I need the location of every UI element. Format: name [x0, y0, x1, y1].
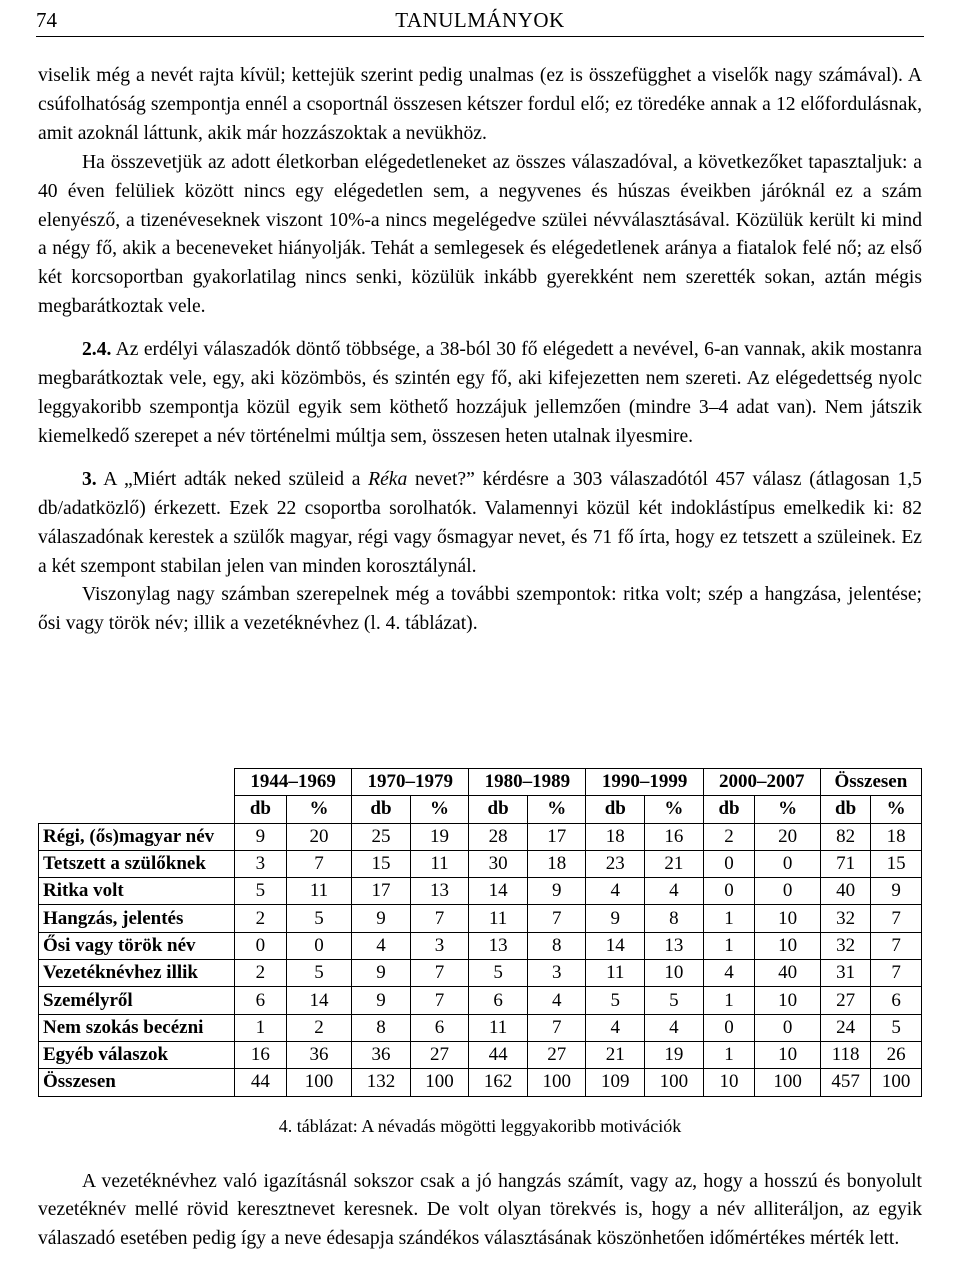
row-label: Összesen: [39, 1069, 235, 1096]
article-body: [38, 62, 922, 639]
value-cell: 21: [586, 1041, 645, 1068]
value-cell: 36: [352, 1041, 411, 1068]
value-cell: 7: [410, 960, 469, 987]
table-row: [39, 878, 922, 905]
italic-name: Réka: [368, 468, 408, 490]
row-label: Ritka volt: [39, 878, 235, 905]
paragraph-text: Az erdélyi válaszadók döntő többsége, a 38-ból 30 fő elégedett a nevével, 6-an vannak, akik mostanra megbarátkoztak vele, egy, aki közömbös, és szintén egy fő, aki kifejezetten nem szereti. Az elégedettség nyolc leggyakoribb szempontja közül egyik sem köthető hozzájuk jellemzően (mindre 3–4 adat van). Nem játszik kiemelkedő szerepet a név történelmi múltja sem, összesen heten utalnak ilyesmire.: [38, 339, 922, 447]
value-cell: 17: [527, 823, 586, 850]
value-cell: 15: [871, 850, 922, 877]
row-label: Egyéb válaszok: [39, 1041, 235, 1068]
row-label: Nem szokás becézni: [39, 1014, 235, 1041]
empty-corner-cell: [39, 796, 235, 823]
section-number: 3.: [82, 468, 97, 490]
value-cell: 7: [871, 960, 922, 987]
value-cell: 9: [586, 905, 645, 932]
value-cell: 109: [586, 1069, 645, 1096]
value-cell: 162: [469, 1069, 528, 1096]
value-cell: 3: [527, 960, 586, 987]
row-label: Tetszett a szülőknek: [39, 850, 235, 877]
table-row: [39, 850, 922, 877]
value-cell: 15: [352, 850, 411, 877]
value-cell: 25: [352, 823, 411, 850]
row-label: Vezetéknévhez illik: [39, 960, 235, 987]
subheader-cell: db: [586, 796, 645, 823]
value-cell: 7: [871, 932, 922, 959]
value-cell: 1: [235, 1014, 287, 1041]
value-cell: 9: [527, 878, 586, 905]
subheader-cell: %: [527, 796, 586, 823]
value-cell: 118: [820, 1041, 871, 1068]
subheader-row: [39, 796, 922, 823]
table-body: [39, 823, 922, 1096]
group-header: Összesen: [820, 769, 921, 796]
paragraph: Ha összevetjük az adott életkorban elégedetleneket az összes válaszadóval, a következőket tapasztaljuk: a 40 éven felüliek között nincs egy elégedetlen sem, a negyvenes és húszas éveikben járóknál ez a szám elenyésző, a tizenéveseknek viszont 10%-a nincs megelégedve szülei névválasztásával. Közülük került ki mind a négy fő, akik a beceneveket hiányolják. Tehát a semlegesek és elégedetlenek aránya a fiatalok felé nő; az első két korcsoportban gyakorlatilag nincs senki, közülük inkább gyerekként nem szerették sokan, aztán mégis megbarátkoztak vele.: [38, 151, 922, 318]
table-caption: 4. táblázat: A névadás mögötti leggyakoribb motivációk: [278, 1116, 682, 1136]
value-cell: 1: [703, 1041, 755, 1068]
value-cell: 5: [871, 1014, 922, 1041]
value-cell: 7: [286, 850, 351, 877]
table-row: [39, 960, 922, 987]
value-cell: 0: [286, 932, 351, 959]
row-label: Régi, (ős)magyar név: [39, 823, 235, 850]
value-cell: 44: [469, 1041, 528, 1068]
value-cell: 2: [235, 960, 287, 987]
running-header: [36, 6, 924, 37]
value-cell: 5: [235, 878, 287, 905]
value-cell: 13: [645, 932, 704, 959]
value-cell: 7: [410, 905, 469, 932]
value-cell: 11: [286, 878, 351, 905]
value-cell: 10: [755, 1041, 820, 1068]
motivation-table: [38, 768, 922, 1097]
value-cell: 6: [469, 987, 528, 1014]
subheader-cell: %: [410, 796, 469, 823]
value-cell: 5: [469, 960, 528, 987]
group-header: 1990–1999: [586, 769, 703, 796]
value-cell: 8: [527, 932, 586, 959]
value-cell: 18: [871, 823, 922, 850]
value-cell: 0: [703, 850, 755, 877]
value-cell: 14: [586, 932, 645, 959]
value-cell: 5: [645, 987, 704, 1014]
value-cell: 31: [820, 960, 871, 987]
value-cell: 13: [410, 878, 469, 905]
table-row: [39, 823, 922, 850]
value-cell: 23: [586, 850, 645, 877]
value-cell: 100: [527, 1069, 586, 1096]
value-cell: 8: [352, 1014, 411, 1041]
value-cell: 0: [703, 1014, 755, 1041]
subheader-cell: %: [286, 796, 351, 823]
value-cell: 7: [527, 1014, 586, 1041]
value-cell: 4: [645, 1014, 704, 1041]
row-label: Hangzás, jelentés: [39, 905, 235, 932]
table-row: [39, 1041, 922, 1068]
group-header-row: [39, 769, 922, 796]
article-body-continued: [38, 1168, 922, 1253]
value-cell: 100: [871, 1069, 922, 1096]
value-cell: 457: [820, 1069, 871, 1096]
value-cell: 100: [645, 1069, 704, 1096]
subheader-cell: db: [235, 796, 287, 823]
value-cell: 3: [235, 850, 287, 877]
value-cell: 17: [352, 878, 411, 905]
table-row: [39, 905, 922, 932]
empty-corner-cell: [39, 769, 235, 796]
group-header: 2000–2007: [703, 769, 820, 796]
value-cell: 36: [286, 1041, 351, 1068]
value-cell: 16: [235, 1041, 287, 1068]
value-cell: 71: [820, 850, 871, 877]
value-cell: 10: [755, 905, 820, 932]
value-cell: 21: [645, 850, 704, 877]
subheader-cell: db: [820, 796, 871, 823]
value-cell: 5: [586, 987, 645, 1014]
value-cell: 14: [469, 878, 528, 905]
value-cell: 40: [755, 960, 820, 987]
value-cell: 4: [586, 1014, 645, 1041]
value-cell: 0: [755, 1014, 820, 1041]
value-cell: 3: [410, 932, 469, 959]
value-cell: 7: [527, 905, 586, 932]
table-row: [39, 932, 922, 959]
row-label: Ősi vagy török név: [39, 932, 235, 959]
table-row: [39, 987, 922, 1014]
value-cell: 100: [286, 1069, 351, 1096]
row-label: Személyről: [39, 987, 235, 1014]
value-cell: 9: [352, 905, 411, 932]
value-cell: 0: [755, 850, 820, 877]
value-cell: 16: [645, 823, 704, 850]
value-cell: 11: [586, 960, 645, 987]
value-cell: 5: [286, 960, 351, 987]
value-cell: 11: [410, 850, 469, 877]
value-cell: 27: [410, 1041, 469, 1068]
value-cell: 9: [352, 960, 411, 987]
value-cell: 28: [469, 823, 528, 850]
value-cell: 19: [645, 1041, 704, 1068]
value-cell: 2: [286, 1014, 351, 1041]
value-cell: 19: [410, 823, 469, 850]
value-cell: 2: [235, 905, 287, 932]
subheader-cell: %: [755, 796, 820, 823]
value-cell: 44: [235, 1069, 287, 1096]
value-cell: 20: [286, 823, 351, 850]
section-number: 2.4.: [82, 339, 112, 361]
value-cell: 18: [586, 823, 645, 850]
value-cell: 13: [469, 932, 528, 959]
section-paragraph: [38, 336, 922, 452]
value-cell: 1: [703, 987, 755, 1014]
value-cell: 11: [469, 1014, 528, 1041]
value-cell: 1: [703, 905, 755, 932]
value-cell: 82: [820, 823, 871, 850]
page-number: 74: [36, 8, 57, 32]
value-cell: 6: [410, 1014, 469, 1041]
group-header: 1944–1969: [235, 769, 352, 796]
subheader-cell: db: [352, 796, 411, 823]
value-cell: 30: [469, 850, 528, 877]
value-cell: 10: [703, 1069, 755, 1096]
value-cell: 0: [703, 878, 755, 905]
value-cell: 6: [235, 987, 287, 1014]
value-cell: 7: [410, 987, 469, 1014]
value-cell: 100: [410, 1069, 469, 1096]
paragraph: viselik még a nevét rajta kívül; kettejük szerint pedig unalmas (ez is összefügghet a viselők nagy számával). A csúfolhatóság szempontja ennél a csoportnál összesen kétszer fordul elő; ez töredéke annak a 12 előfordulásnak, amit azoknál láttunk, akik már hozzászoktak a nevükhöz.: [38, 65, 922, 144]
group-header: 1970–1979: [352, 769, 469, 796]
subheader-cell: %: [871, 796, 922, 823]
value-cell: 40: [820, 878, 871, 905]
value-cell: 10: [755, 987, 820, 1014]
paragraph: Viszonylag nagy számban szerepelnek még a további szempontok: ritka volt; szép a hangzása, jelentése; ősi vagy török név; illik a vezetéknévhez (l. 4. táblázat).: [38, 584, 922, 635]
running-title: TANULMÁNYOK: [395, 8, 565, 32]
table-row: [39, 1069, 922, 1096]
value-cell: 132: [352, 1069, 411, 1096]
value-cell: 10: [645, 960, 704, 987]
value-cell: 4: [527, 987, 586, 1014]
value-cell: 27: [527, 1041, 586, 1068]
value-cell: 7: [871, 905, 922, 932]
value-cell: 20: [755, 823, 820, 850]
value-cell: 26: [871, 1041, 922, 1068]
value-cell: 5: [286, 905, 351, 932]
value-cell: 0: [235, 932, 287, 959]
value-cell: 6: [871, 987, 922, 1014]
value-cell: 9: [235, 823, 287, 850]
value-cell: 9: [352, 987, 411, 1014]
value-cell: 14: [286, 987, 351, 1014]
value-cell: 8: [645, 905, 704, 932]
value-cell: 4: [352, 932, 411, 959]
value-cell: 4: [586, 878, 645, 905]
value-cell: 24: [820, 1014, 871, 1041]
value-cell: 4: [645, 878, 704, 905]
table-row: [39, 1014, 922, 1041]
value-cell: 11: [469, 905, 528, 932]
value-cell: 2: [703, 823, 755, 850]
value-cell: 1: [703, 932, 755, 959]
paragraph-text: nevet?” kérdésre a 303 válaszadótól 457 válasz (átlagosan 1,5 db/adatközlő) érkezett. Ezek 22 csoportba sorolhatók. Valamennyi közül két indoklástípus emelkedik ki: 82 válaszadónak kerestek a szülők magyar, régi vagy ősmagyar nevet, és 71 fő írta, hogy ez tetszett a szüleinek. Ez a két szempont stabilan jelen van minden korosztálynál.: [38, 468, 922, 577]
value-cell: 10: [755, 932, 820, 959]
value-cell: 9: [871, 878, 922, 905]
section-paragraph: [38, 466, 922, 582]
paragraph-text: A „Miért adták neked szüleid a: [96, 468, 369, 490]
value-cell: 100: [755, 1069, 820, 1096]
subheader-cell: db: [469, 796, 528, 823]
value-cell: 18: [527, 850, 586, 877]
value-cell: 0: [755, 878, 820, 905]
value-cell: 32: [820, 932, 871, 959]
subheader-cell: db: [703, 796, 755, 823]
paragraph: A vezetéknévhez való igazításnál sokszor csak a jó hangzás számít, vagy az, hogy a hosszú és bonyolult vezetéknév mellé rövid keresztnevet keresnek. De volt olyan törekvés is, hogy a név alliteráljon, az egyik válaszadó esetében pedig így a neve édesapja szándékos választásának köszönhetően időmértékes mérték lett.: [38, 1171, 922, 1249]
group-header: 1980–1989: [469, 769, 586, 796]
value-cell: 32: [820, 905, 871, 932]
value-cell: 4: [703, 960, 755, 987]
subheader-cell: %: [645, 796, 704, 823]
value-cell: 27: [820, 987, 871, 1014]
